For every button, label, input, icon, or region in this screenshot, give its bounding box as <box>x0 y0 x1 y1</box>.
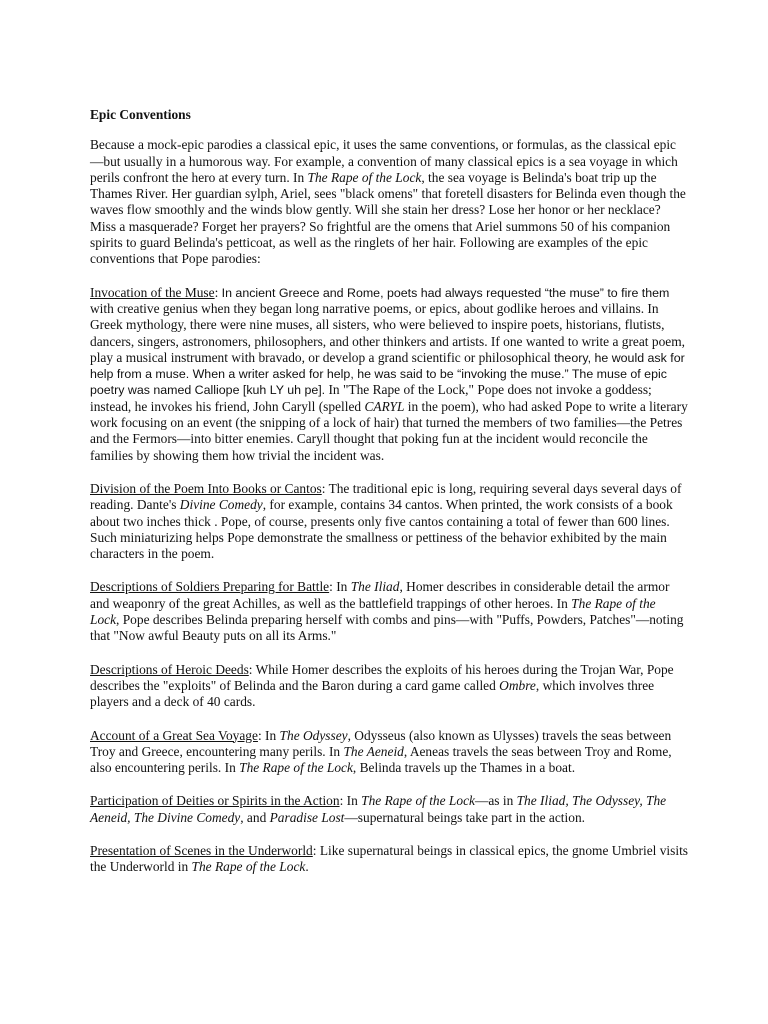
division-colon: : <box>321 480 329 496</box>
muse-italic: CARYL <box>364 398 405 414</box>
muse-text: with creative genius when they began long narrative poems, or epics, about godlike heroes and villains. In Greek mythology, there were nine muses, all sisters, who were believed to inspire poets, historians, flutists, dancers, singers, astronomers, philosophers, and other thinkers and artists. If one wanted to write a great poem, play a musical instrument with bravado, or develop a grand scientific or philosophical <box>90 300 685 365</box>
division-heading: Division of the Poem Into Books or Cantos <box>90 480 322 496</box>
intro-italic-title: The Rape of the Lock <box>307 169 422 185</box>
soldiers-colon: : <box>329 579 337 595</box>
division-paragraph <box>90 481 688 562</box>
underworld-colon: : <box>312 842 320 858</box>
heroic-heading: Descriptions of Heroic Deeds <box>90 661 249 677</box>
deities-colon: : <box>339 793 347 809</box>
document-title: Epic Conventions <box>90 107 191 122</box>
muse-heading: Invocation of the Muse <box>90 284 215 300</box>
intro-text: Because a mock-epic parodies a classical epic, it uses the same conventions, or formulas, as the classical epic—but usually in a humorous way. For example, a convention of many classical epics is a sea voyage in which perils confront the hero at every turn. In <box>90 137 678 185</box>
heroic-colon: : <box>248 661 256 677</box>
muse-text: In "The Rape of the Lock," Pope does not invoke a goddess; instead, he invokes his friend, John Caryll (spelled <box>90 382 652 414</box>
soldiers-italic: The Iliad <box>350 579 400 595</box>
heroic-text: While Homer describes the exploits of his heroes during the Trojan War, Pope describes the "exploits" of Belinda and the Baron during a card game called <box>90 661 674 693</box>
voyage-heading: Account of a Great Sea Voyage <box>90 727 258 743</box>
deities-italic: The Iliad, The Odyssey, The Aeneid, The Divine Comedy <box>90 793 667 825</box>
soldiers-text: In <box>336 579 351 595</box>
underworld-text: . <box>305 859 309 875</box>
muse-colon: : <box>214 284 222 300</box>
voyage-text: , Odysseus (also known as Ulysses) travels the seas between Troy and Greece, encountering many perils. In <box>90 727 672 759</box>
muse-text: In ancient Greece and Rome, poets had always requested “the muse” to fire them <box>221 285 670 300</box>
muse-text: theory, he would ask for help from a muse. When a writer asked for help, he was said to be “invoking the muse.” The muse of epic poetry was named Calliope [kuh LY uh pe]. <box>90 350 685 398</box>
muse-paragraph <box>90 285 688 464</box>
voyage-paragraph <box>90 728 688 777</box>
division-italic: Divine Comedy <box>179 497 263 513</box>
muse-text: in the poem), who had asked Pope to write a literary work focusing on an event (the snipping of a lock of hair) that turned the members of two families—the Petres and the Fermors—into bitter enemies. Caryll thought that poking fun at the incident would reconcile the families by showing them how trivial the incident was. <box>90 398 688 463</box>
deities-heading: Participation of Deities or Spirits in the Action <box>90 793 340 809</box>
underworld-heading: Presentation of Scenes in the Underworld <box>90 842 313 858</box>
voyage-colon: : <box>257 727 266 743</box>
division-text: , for example, contains 34 cantos. When printed, the work consists of a book about two inches thick . Pope, of course, presents only five cantos containing a total of fewer than 600 lines. Such miniaturizing helps Pope demonstrate the smallness or pettiness of the behavior exhibited by the main characters in the poem. <box>90 497 673 562</box>
deities-text: —as in <box>474 793 517 809</box>
voyage-text: In <box>265 727 280 743</box>
heroic-paragraph <box>90 662 688 711</box>
deities-italic: Paradise Lost <box>269 809 345 825</box>
deities-italic: The Rape of the Lock <box>361 793 475 809</box>
deities-text: In <box>346 793 362 809</box>
voyage-text: , Belinda travels up the Thames in a boat. <box>352 760 576 776</box>
heroic-text: , which involves three players and a deck of 40 cards. <box>90 677 655 710</box>
soldiers-paragraph <box>90 579 688 644</box>
soldiers-text: , Pope describes Belinda preparing herself with combs and pins—with "Puffs, Powders, Patches"—noting that "Now awful Beauty puts on all its Arms." <box>90 612 684 644</box>
voyage-italic: The Rape of the Lock <box>239 760 353 776</box>
soldiers-heading: Descriptions of Soldiers Preparing for Battle <box>90 579 330 595</box>
intro-paragraph <box>90 137 688 267</box>
intro-text: , the sea voyage is Belinda's boat trip up the Thames River. Her guardian sylph, Ariel, sees "black omens" that foretell disasters for Belinda even though the waves flow smoothly and the winds blow gently. Will she stain her dress? Lose her honor or her necklace? Miss a masquerade? Forget her prayers? So frightful are the omens that Ariel summons 50 of his companion spirits to guard Belinda's petticoat, as well as the ringlets of her hair. Following are examples of the epic conventions that Pope parodies: <box>90 169 686 267</box>
soldiers-italic: The Rape of the Lock <box>90 595 656 628</box>
heroic-italic: Ombre <box>499 677 536 693</box>
voyage-italic: The Odyssey <box>279 727 348 743</box>
underworld-text: Like supernatural beings in classical epics, the gnome Umbriel visits the Underworld in <box>90 842 688 875</box>
voyage-text: , Aeneas travels the seas between Troy and Rome, also encountering perils. In <box>90 743 672 776</box>
underworld-italic: The Rape of the Lock <box>191 859 306 875</box>
soldiers-text: , Homer describes in considerable detail the armor and weaponry of the great Achilles, as well as the battlefield trappings of other heroes. In <box>90 579 670 611</box>
deities-paragraph <box>90 793 688 826</box>
underworld-paragraph <box>90 843 688 876</box>
deities-text: —supernatural beings take part in the action. <box>344 809 585 825</box>
deities-text: , and <box>240 809 270 825</box>
division-text: The traditional epic is long, requiring several days several days of reading. Dante's <box>90 480 682 513</box>
voyage-italic: The Aeneid <box>343 743 404 759</box>
